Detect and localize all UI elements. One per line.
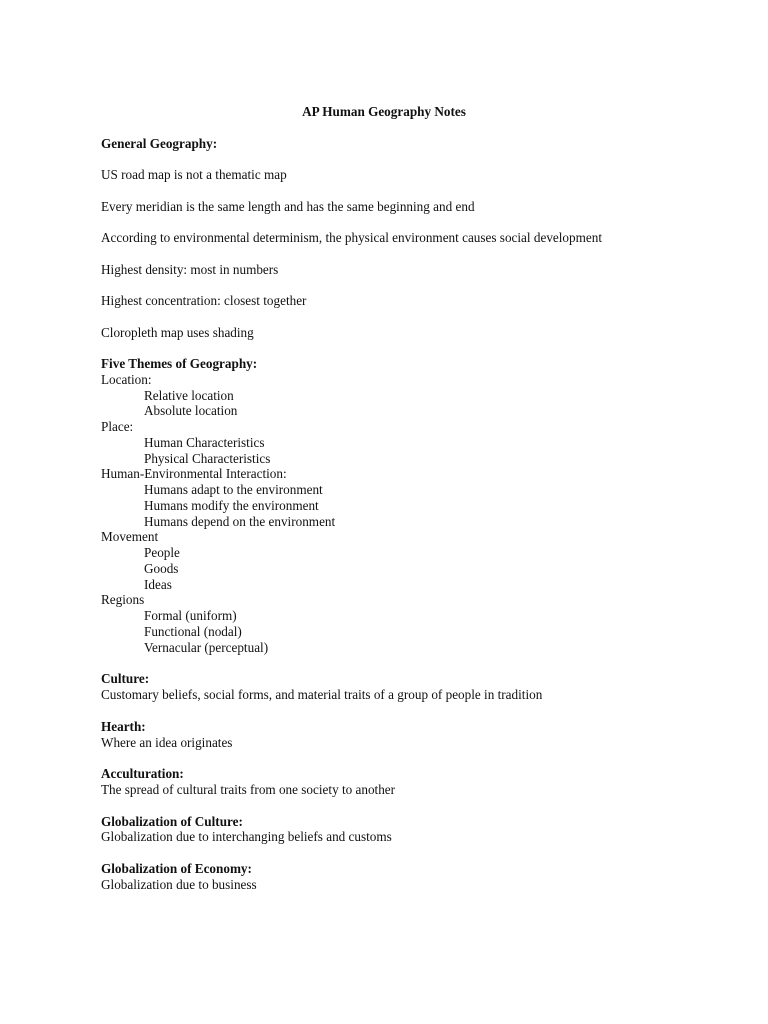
definition-term: Globalization of Culture: <box>101 814 243 829</box>
theme-label: Regions <box>101 592 145 607</box>
section-heading-themes: Five Themes of Geography: <box>101 356 258 371</box>
definition-term: Globalization of Economy: <box>101 861 252 876</box>
theme-item: Absolute location <box>144 403 238 418</box>
theme-label: Human-Environmental Interaction: <box>101 466 287 481</box>
definition-text: The spread of cultural traits from one society to another <box>101 782 396 797</box>
theme-item: Humans adapt to the environment <box>144 482 323 497</box>
theme-label: Location: <box>101 372 152 387</box>
definition-text: Globalization due to interchanging beliefs and customs <box>101 829 392 844</box>
definition-term: Culture: <box>101 671 150 686</box>
theme-item: Goods <box>144 561 179 576</box>
theme-item: Vernacular (perceptual) <box>144 640 269 655</box>
theme-item: Relative location <box>144 388 234 403</box>
theme-item: Humans modify the environment <box>144 498 319 513</box>
general-line: Cloropleth map uses shading <box>101 325 254 340</box>
general-line: Highest concentration: closest together <box>101 293 307 308</box>
general-line: According to environmental determinism, the physical environment causes social development <box>101 230 602 245</box>
page-title: AP Human Geography Notes <box>302 104 466 119</box>
definition-text: Where an idea originates <box>101 735 233 750</box>
theme-item: Functional (nodal) <box>144 624 242 639</box>
general-line: US road map is not a thematic map <box>101 167 287 182</box>
general-line: Highest density: most in numbers <box>101 262 279 277</box>
theme-item: Formal (uniform) <box>144 608 237 623</box>
theme-item: Human Characteristics <box>144 435 265 450</box>
theme-item: Humans depend on the environment <box>144 514 336 529</box>
theme-label: Movement <box>101 529 159 544</box>
definition-text: Customary beliefs, social forms, and material traits of a group of people in tradition <box>101 687 543 702</box>
section-heading-general: General Geography: <box>101 136 218 151</box>
theme-item: Ideas <box>144 577 172 592</box>
theme-label: Place: <box>101 419 134 434</box>
general-line: Every meridian is the same length and has the same beginning and end <box>101 199 475 214</box>
theme-item: People <box>144 545 180 560</box>
definition-term: Acculturation: <box>101 766 184 781</box>
theme-item: Physical Characteristics <box>144 451 271 466</box>
definition-term: Hearth: <box>101 719 146 734</box>
definition-text: Globalization due to business <box>101 877 257 892</box>
